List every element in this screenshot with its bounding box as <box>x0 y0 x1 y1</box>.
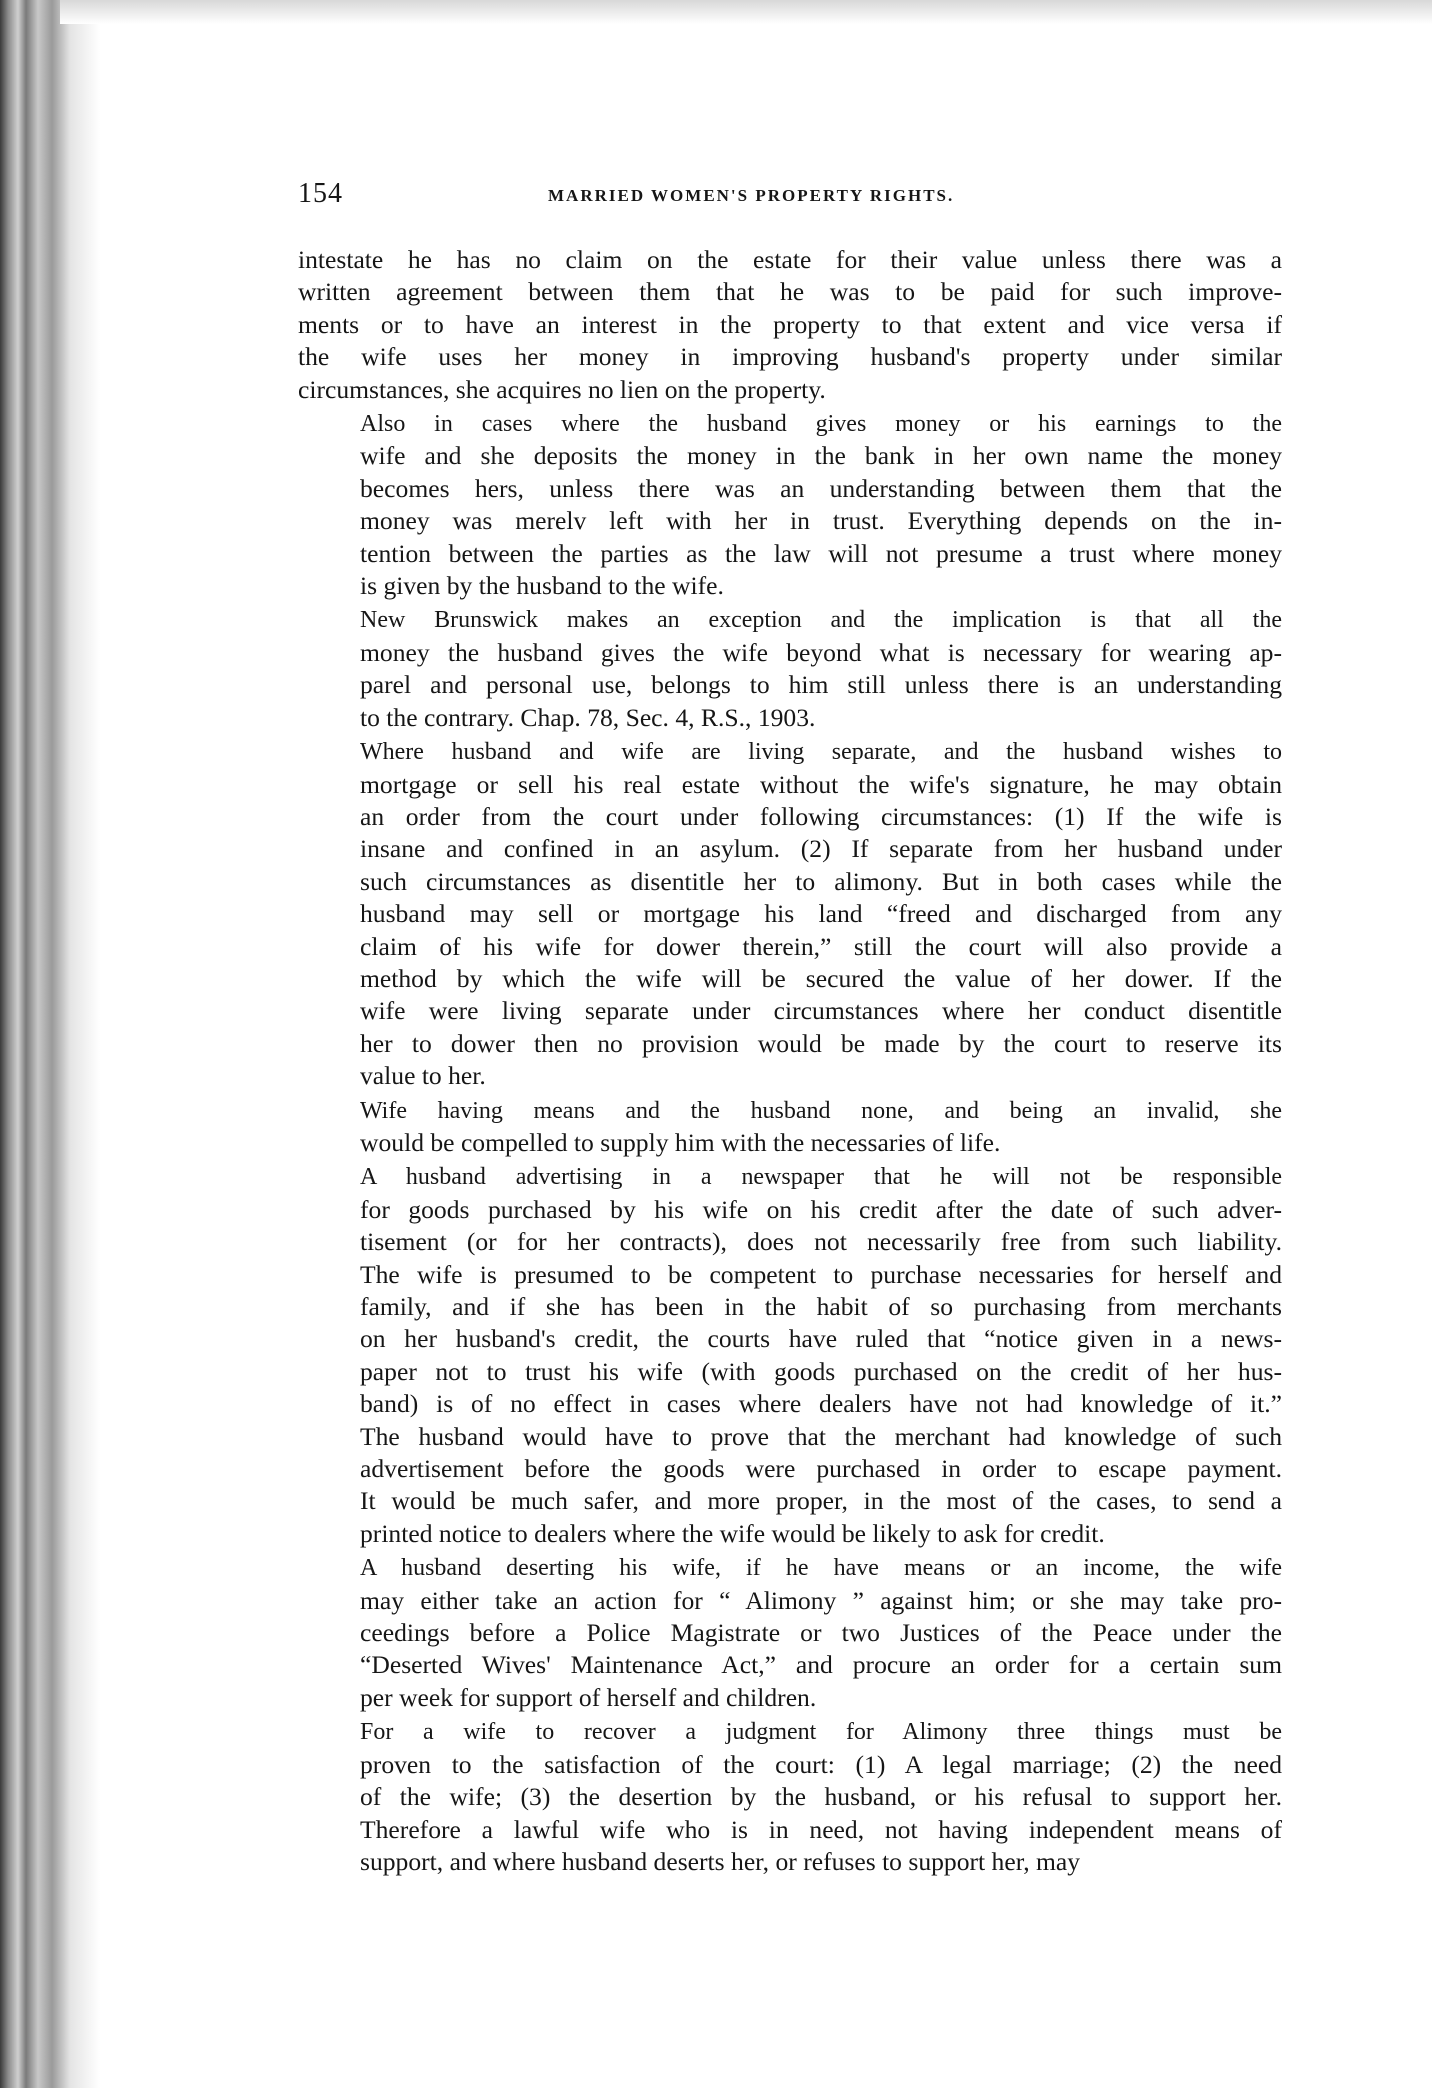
page-number: 154 <box>298 178 343 209</box>
text-line: her to dower then no provision would be made by the court to reserve its <box>360 1028 1282 1058</box>
text-line: such circumstances as disentitle her to alimony. But in both cases while the <box>360 866 1282 896</box>
paragraph <box>298 604 1282 734</box>
text-line: The wife is presumed to be competent to purchase necessaries for herself and <box>360 1259 1282 1289</box>
text-line: to the contrary. Chap. 78, Sec. 4, R.S., 1903. <box>360 702 816 732</box>
text-line: circumstances, she acquires no lien on the property. <box>298 374 826 404</box>
text-line: band) is of no effect in cases where dealers have not had knowledge of it.” <box>360 1389 1282 1419</box>
text-line: for goods purchased by his wife on his credit after the date of such adver- <box>360 1194 1282 1224</box>
text-line: husband may sell or mortgage his land “freed and discharged from any <box>360 899 1282 929</box>
text-line: ments or to have an interest in the property to that extent and vice versa if <box>298 309 1282 339</box>
text-line: mortgage or sell his real estate without the wife's signature, he may obtain <box>360 769 1282 799</box>
text-line: may either take an action for “ Alimony ” against him; or she may take pro- <box>360 1585 1282 1615</box>
text-line: wife were living separate under circumstances where her conduct disentitle <box>360 996 1282 1026</box>
text-line: It would be much safer, and more proper, in the most of the cases, to send a <box>360 1486 1282 1516</box>
text-line: written agreement between them that he was to be paid for such improve- <box>298 277 1282 307</box>
text-line: New Brunswick makes an exception and the implication is that all the <box>360 607 1282 634</box>
running-head: MARRIED WOMEN'S PROPERTY RIGHTS. <box>548 186 955 205</box>
text-line: family, and if she has been in the habit of so purchasing from merchants <box>360 1292 1282 1321</box>
text-line: Wife having means and the husband none, and being an invalid, she <box>360 1097 1282 1124</box>
paragraph <box>298 736 1282 1092</box>
body-text <box>298 244 1282 1878</box>
text-line: the wife uses her money in improving husband's property under similar <box>298 342 1282 372</box>
text-line: tention between the parties as the law will not presume a trust where money <box>360 538 1282 568</box>
text-line: wife and she deposits the money in the bank in her own name the money <box>360 441 1282 471</box>
text-line: becomes hers, unless there was an understanding between them that the <box>360 473 1282 503</box>
text-line: A husband advertising in a newspaper that he will not be responsible <box>360 1164 1282 1191</box>
text-line: Therefore a lawful wife who is in need, not having independent means of <box>360 1814 1282 1844</box>
text-line: per week for support of herself and children. <box>360 1682 817 1712</box>
text-line: is given by the husband to the wife. <box>360 571 724 601</box>
text-line: parel and personal use, belongs to him still unless there is an understanding <box>360 670 1282 700</box>
text-line: money was merelv left with her in trust. Everything depends on the in- <box>360 506 1282 536</box>
paragraph <box>298 1161 1282 1550</box>
text-line: method by which the wife will be secured the value of her dower. If the <box>360 963 1282 993</box>
text-line: The husband would have to prove that the merchant had knowledge of such <box>360 1421 1282 1451</box>
paragraph <box>298 408 1282 602</box>
paragraph <box>298 1716 1282 1878</box>
text-line: an order from the court under following circumstances: (1) If the wife is <box>360 801 1282 831</box>
paragraph <box>298 1552 1282 1714</box>
paragraph <box>298 1095 1282 1160</box>
text-line: printed notice to dealers where the wife would be likely to ask for credit. <box>360 1518 1105 1548</box>
top-edge-shadow <box>60 0 1432 24</box>
text-line: proven to the satisfaction of the court: (1) A legal marriage; (2) the need <box>360 1749 1282 1779</box>
text-line: intestate he has no claim on the estate for their value unless there was a <box>298 245 1282 274</box>
text-line: “Deserted Wives' Maintenance Act,” and procure an order for a certain sum <box>360 1650 1282 1680</box>
text-line: Where husband and wife are living separate, and the husband wishes to <box>360 739 1282 766</box>
text-line: paper not to trust his wife (with goods purchased on the credit of her hus- <box>360 1356 1282 1386</box>
text-line: claim of his wife for dower therein,” still the court will also provide a <box>360 931 1282 961</box>
text-line: Also in cases where the husband gives money or his earnings to the <box>360 411 1282 438</box>
text-line: support, and where husband deserts her, or refuses to support her, may <box>360 1846 1081 1876</box>
text-line: value to her. <box>360 1061 486 1091</box>
text-line: insane and confined in an asylum. (2) If separate from her husband under <box>360 834 1282 864</box>
text-line: money the husband gives the wife beyond what is necessary for wearing ap- <box>360 637 1282 667</box>
text-line: For a wife to recover a judgment for Alimony three things must be <box>360 1719 1282 1746</box>
text-line: advertisement before the goods were purchased in order to escape payment. <box>360 1454 1282 1484</box>
book-binding-edge <box>0 0 100 2088</box>
text-line: of the wife; (3) the desertion by the husband, or his refusal to support her. <box>360 1782 1282 1812</box>
paragraph <box>298 244 1282 406</box>
text-line: A husband deserting his wife, if he have means or an income, the wife <box>360 1555 1282 1582</box>
text-line: on her husband's credit, the courts have ruled that “notice given in a news- <box>360 1324 1282 1354</box>
text-line: tisement (or for her contracts), does not necessarily free from such liability. <box>360 1227 1282 1257</box>
text-line: ceedings before a Police Magistrate or two Justices of the Peace under the <box>360 1618 1282 1648</box>
text-line: would be compelled to supply him with the necessaries of life. <box>360 1127 1001 1157</box>
page-header <box>298 178 1306 218</box>
